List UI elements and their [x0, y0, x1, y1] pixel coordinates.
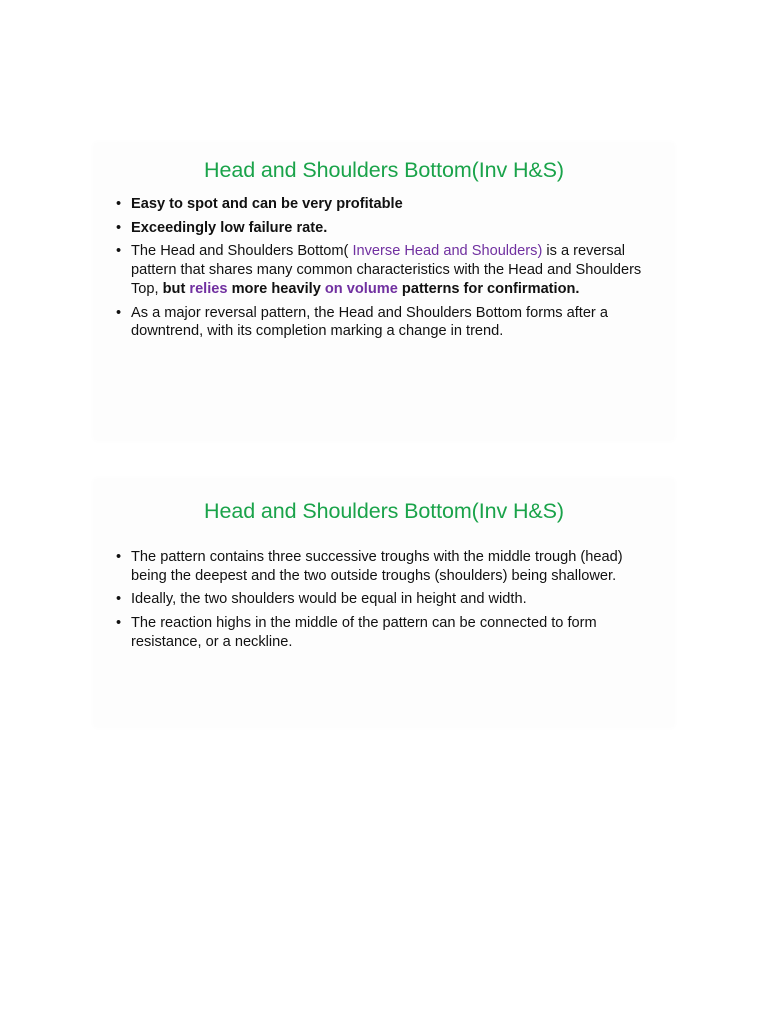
bullet-marker: •	[116, 591, 122, 608]
highlight-text: Inverse Head and Shoulders)	[352, 243, 543, 260]
bold-text: more heavily	[227, 280, 325, 297]
bullet-list	[94, 548, 674, 652]
bold-text: patterns for confirmation.	[397, 280, 580, 297]
bullet-marker: •	[116, 615, 122, 632]
slide-title: Head and Shoulders Bottom(Inv H&S)	[204, 499, 564, 523]
slide-1	[94, 143, 674, 440]
bullet-item	[116, 195, 656, 214]
highlight-text: on volume	[324, 280, 398, 297]
bullet-item	[116, 219, 656, 238]
slide-2	[94, 479, 674, 727]
bullet-marker: •	[116, 196, 122, 212]
bullet-marker: •	[116, 549, 122, 565]
bullet-marker: •	[116, 304, 122, 321]
bullet-text: As a major reversal pattern, the Head and Shoulders Bottom forms after a downtrend, with its completion marking a change in trend.	[131, 304, 608, 340]
bullet-item	[116, 304, 656, 341]
bullet-item	[116, 548, 656, 585]
highlight-text: relies	[189, 280, 228, 297]
bullet-text: The pattern contains three successive troughs with the middle trough (head) being the deepest and the two outside troughs (shoulders) being shallower.	[131, 549, 623, 584]
bullet-text: Exceedingly low failure rate.	[131, 219, 328, 236]
bullet-list	[94, 195, 674, 341]
bullet-text-segment: is a reversal pattern that shares many common characteristics with the Head and Shoulders Top,	[131, 243, 642, 297]
bullet-item	[116, 614, 656, 651]
bullet-marker: •	[116, 219, 122, 236]
bullet-marker: •	[116, 243, 122, 260]
bullet-item	[116, 590, 656, 609]
bullet-item	[116, 242, 656, 298]
slide-title: Head and Shoulders Bottom(Inv H&S)	[204, 158, 564, 182]
bullet-text: The reaction highs in the middle of the pattern can be connected to form resistance, or a neckline.	[131, 615, 597, 650]
bullet-text: Ideally, the two shoulders would be equal in height and width.	[131, 591, 527, 608]
bullet-text: Easy to spot and can be very profitable	[131, 196, 403, 212]
bullet-text-segment: The Head and Shoulders Bottom(	[131, 243, 353, 260]
bold-text: but	[162, 280, 190, 297]
